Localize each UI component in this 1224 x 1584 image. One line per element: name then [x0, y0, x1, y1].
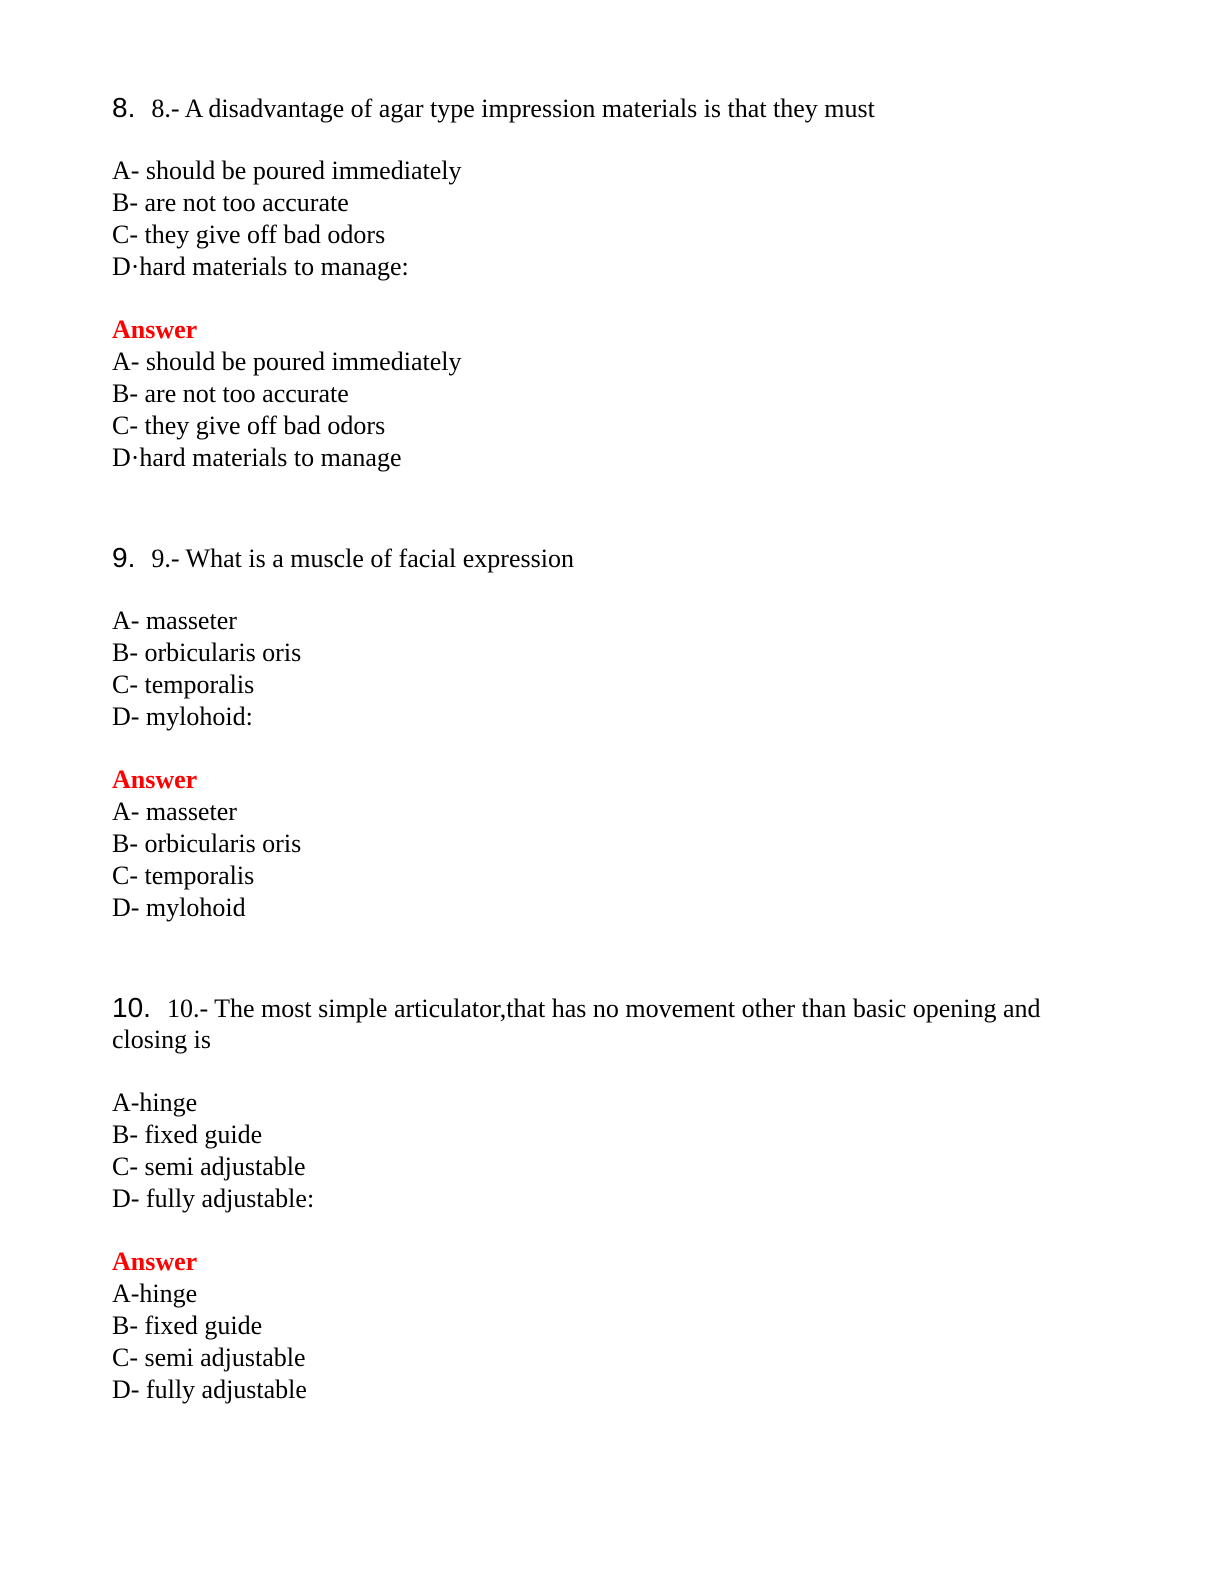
- question-text: 10.- The most simple articulator,that has no movement other than basic opening and closing is: [112, 994, 1041, 1054]
- option-d: D·hard materials to manage:: [112, 252, 409, 281]
- answer-c: C- they give off bad odors: [112, 411, 386, 440]
- answer-a: A- should be poured immediately: [112, 347, 462, 376]
- option-d: D- fully adjustable:: [112, 1184, 315, 1213]
- answer-b: B- are not too accurate: [112, 379, 349, 408]
- answer-label: Answer: [112, 765, 198, 794]
- option-a: A-hinge: [112, 1088, 198, 1117]
- answer-d: D·hard materials to manage: [112, 443, 402, 472]
- answer-b: B- orbicularis oris: [112, 829, 302, 858]
- answer-d: D- mylohoid: [112, 893, 246, 922]
- question-heading: [112, 992, 1112, 1055]
- options-list: [112, 605, 1112, 733]
- answer-label: Answer: [112, 315, 198, 344]
- answer-section: [112, 314, 1112, 474]
- answer-section: [112, 764, 1112, 924]
- option-c: C- they give off bad odors: [112, 220, 386, 249]
- question-text: 9.- What is a muscle of facial expression: [151, 544, 574, 573]
- option-b: B- are not too accurate: [112, 188, 349, 217]
- answer-a: A-hinge: [112, 1279, 198, 1308]
- option-b: B- fixed guide: [112, 1120, 263, 1149]
- question-number: 10.: [112, 992, 151, 1023]
- option-c: C- semi adjustable: [112, 1152, 306, 1181]
- question-9: [112, 542, 1112, 924]
- options-list: [112, 1087, 1112, 1215]
- question-number: 9.: [112, 542, 136, 573]
- question-8: [112, 92, 1112, 474]
- option-b: B- orbicularis oris: [112, 638, 302, 667]
- question-heading: [112, 542, 1112, 575]
- option-a: A- should be poured immediately: [112, 156, 462, 185]
- question-text: 8.- A disadvantage of agar type impression materials is that they must: [151, 94, 875, 123]
- answer-c: C- semi adjustable: [112, 1343, 306, 1372]
- answer-section: [112, 1246, 1112, 1406]
- answer-b: B- fixed guide: [112, 1311, 263, 1340]
- answer-label: Answer: [112, 1247, 198, 1276]
- question-heading: [112, 92, 1112, 125]
- answer-a: A- masseter: [112, 797, 237, 826]
- question-10: [112, 992, 1112, 1406]
- options-list: [112, 155, 1112, 283]
- option-a: A- masseter: [112, 606, 237, 635]
- option-d: D- mylohoid:: [112, 702, 253, 731]
- option-c: C- temporalis: [112, 670, 255, 699]
- answer-d: D- fully adjustable: [112, 1375, 307, 1404]
- question-number: 8.: [112, 92, 136, 123]
- answer-c: C- temporalis: [112, 861, 255, 890]
